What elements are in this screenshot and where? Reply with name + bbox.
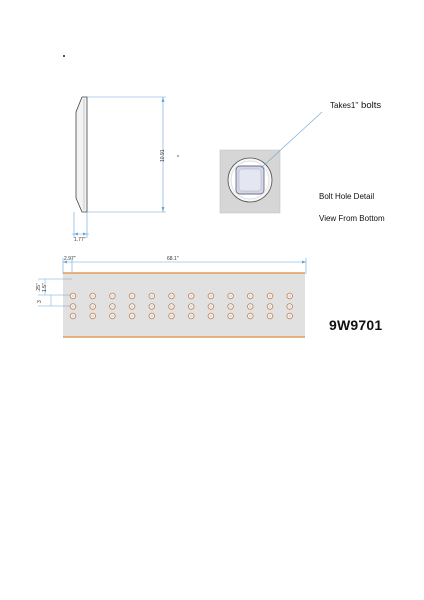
bolt-hole-square [72,315,75,318]
detail-caption-subtitle: View From Bottom [319,214,385,223]
bolt-hole-square [229,315,232,318]
bolt-hole-square [131,295,134,298]
bolt-hole-square [91,315,94,318]
bolt-hole-square [170,295,173,298]
bolt-hole-square [151,295,154,298]
bolt-hole-square [229,295,232,298]
bolt-hole-square [72,295,75,298]
bolt-hole-square [190,315,193,318]
bolt-hole-square [210,315,213,318]
bolt-hole-square [151,315,154,318]
bolt-hole-square [269,315,272,318]
bolt-hole-square [170,315,173,318]
bolt-hole-square [131,315,134,318]
side-view-height-dimension: 10.91 [160,149,166,162]
bolt-hole-square [249,295,252,298]
plate-vertical-dimension-1: .25" [36,283,42,292]
side-view-width-dimension: 1.77" [74,237,86,243]
bolt-hole-square [72,305,75,308]
bolt-hole-square [288,295,291,298]
bolt-callout-suffix: bolts [361,100,382,111]
plate-vertical-dimension-3: 3 [37,300,43,303]
bolt-hole-square [111,315,114,318]
bolt-hole-square [229,305,232,308]
bolt-hole-square [210,305,213,308]
bolt-hole-square [249,305,252,308]
bolt-hole-square [269,305,272,308]
plate-left-offset-dimension: 2.97" [64,256,76,262]
bolt-hole-square [210,295,213,298]
bolt-hole-square [249,315,252,318]
bolt-hole-square [288,315,291,318]
part-number: 9W9701 [329,317,383,333]
detail-caption-title: Bolt Hole Detail [319,192,375,201]
bolt-hole-square [111,305,114,308]
bolt-callout-mark: ” [355,101,359,110]
bolt-hole-square [269,295,272,298]
plate-length-dimension: 68.1" [167,256,179,262]
bolt-hole-square [111,295,114,298]
bolt-hole-square [91,295,94,298]
bolt-hole-square [131,305,134,308]
bolt-hole-square [190,305,193,308]
bolt-hole-square [170,305,173,308]
bolt-hole-square [151,305,154,308]
plate-vertical-dimension-2: 1.5" [42,283,48,292]
bolt-hole-square [190,295,193,298]
bolt-hole-square [288,305,291,308]
bolt-hole-square [91,305,94,308]
bolt-callout-prefix: Takes1 [330,101,356,110]
